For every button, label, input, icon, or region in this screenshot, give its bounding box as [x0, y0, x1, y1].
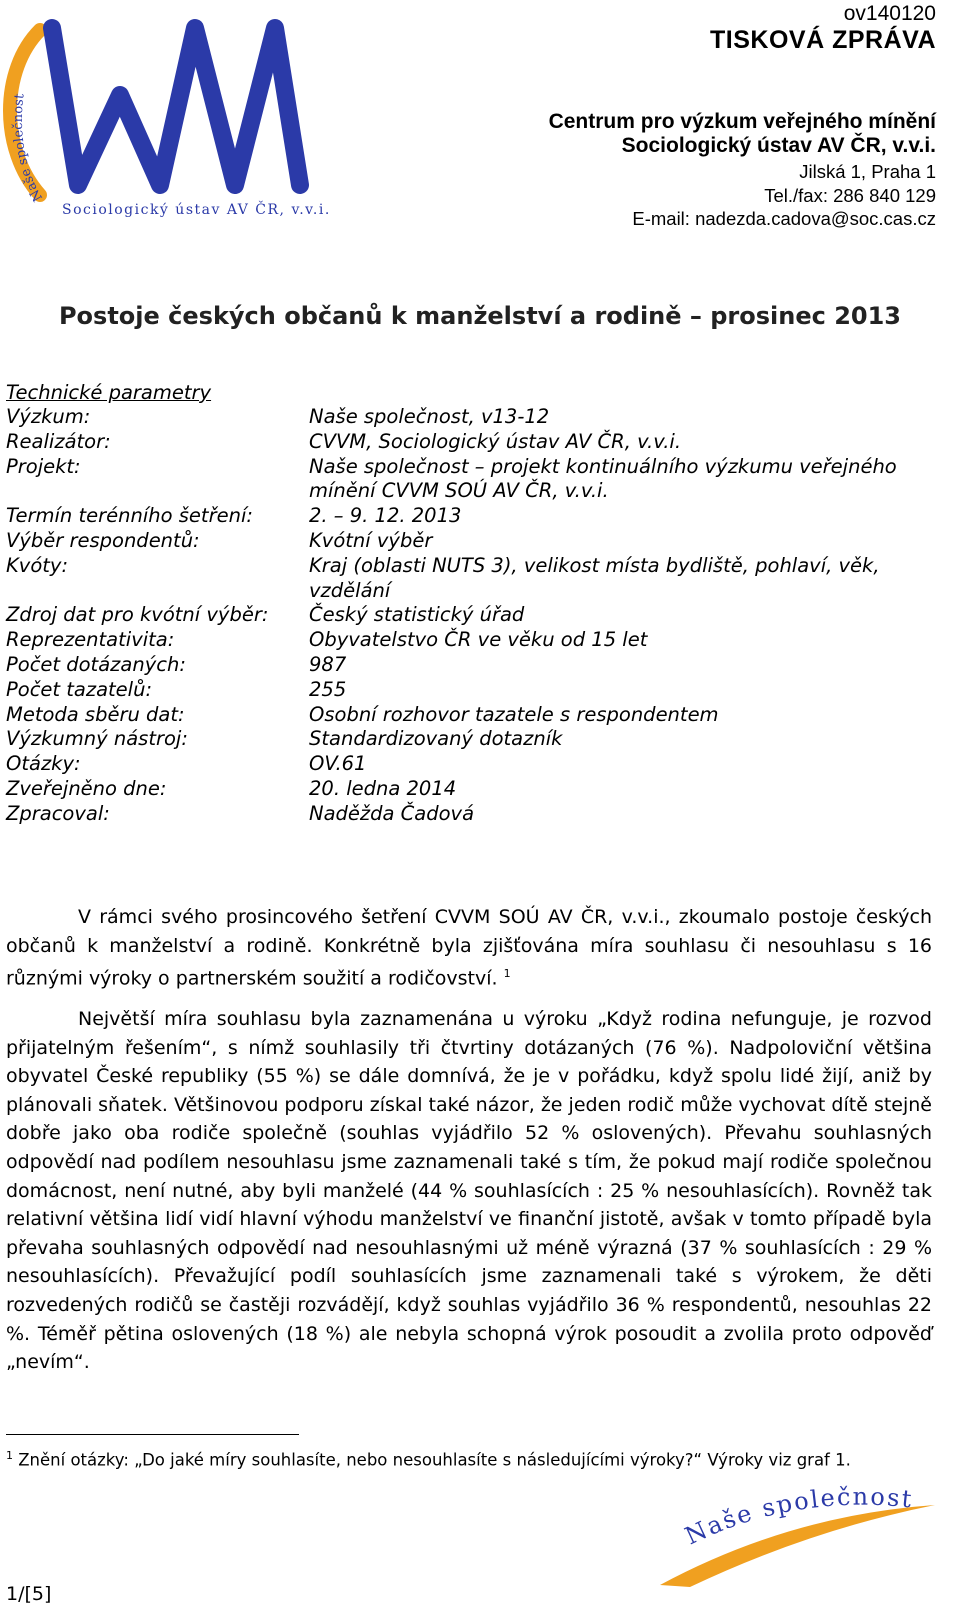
logo-swoosh-text: Naše společnost: [680, 1482, 915, 1551]
footnote: [6, 1444, 906, 1473]
param-row: [6, 628, 946, 653]
paragraph-text: V rámci svého prosincového šetření CVVM SOÚ AV ČR, v.v.i., zkoumalo postoje českých občanů k manželství a rodině. Konkrétně byla zjišťována míra souhlasu či nesouhlasu s 16 různými výroky o partnerském soužití a rodičovství.: [6, 906, 932, 990]
param-row: [6, 455, 946, 505]
organization-address: Jilská 1, Praha 1: [799, 161, 936, 182]
technical-parameters-heading: Technické parametry: [6, 381, 212, 404]
param-value: Český statistický úřad: [309, 603, 525, 627]
param-label: Kvóty:: [6, 553, 69, 577]
param-row: [6, 703, 946, 728]
param-label: Projekt:: [6, 454, 81, 478]
footnote-mark: 1: [6, 1449, 13, 1462]
param-value: OV.61: [309, 752, 367, 776]
footnote-text: Znění otázky: „Do jaké míry souhlasíte, nebo nesouhlasíte s následujícími výroky?“ Výroky viz graf 1.: [18, 1450, 851, 1470]
param-row: [6, 504, 946, 529]
param-value: 20. ledna 2014: [309, 776, 457, 800]
param-value: Naděžda Čadová: [309, 801, 475, 825]
footnote-divider: [6, 1434, 299, 1435]
param-label: Reprezentativita:: [6, 628, 175, 652]
nase-spolecnost-logo: [650, 1475, 940, 1595]
logo-letters: [52, 28, 300, 185]
param-label: Realizátor:: [6, 429, 111, 453]
page-number: 1/[5]: [6, 1583, 52, 1605]
param-label: Zdroj dat pro kvótní výběr:: [6, 603, 269, 627]
param-label: Počet tazatelů:: [6, 677, 153, 701]
param-value: 255: [309, 677, 347, 701]
body-paragraph-2: Největší míra souhlasu byla zaznamenána u výroku „Když rodina nefunguje, je rozvod přijatelným řešením“, s nímž souhlasily tři čtvrtiny dotázaných (76 %). Nadpoloviční většina obyvatel České republiky (55 %) se dále domnívá, že je v pořádku, když spolu lidé žijí, aniž by plánovali sňatek. Většinovou podporu získal také názor, že jeden rodič může vychovat dítě stejně dobře jako oba rodiče společně (souhlas vyjádřilo 52 % oslovených). Převahu souhlasných odpovědí nad podílem nesouhlasu jsme zaznamenali také s tím, že pokud mají rodiče společnou domácnost, není nutné, aby byli manželé (44 % souhlasících : 25 % nesouhlasících). Rovněž tak relativní většina lidí vidí hlavní výhodu manželství ve finanční jistotě, avšak v tomto případě byla převaha souhlasných odpovědí nad nesouhlasnými už méně výrazná (37 % souhlasících : 29 % nesouhlasících). Převažující podíl souhlasících jsme zaznamenali také s výrokem, že děti rozvedených rodičů se častěji rozvádějí, když souhlas vyjádřilo 36 % respondentů, nesouhlas 22 %. Téměř pětina oslovených (18 %) ale nebyla schopná výrok posoudit a zvolila proto odpověď „nevím“.: [6, 1008, 932, 1374]
param-label: Počet dotázaných:: [6, 652, 186, 676]
param-row: [6, 802, 946, 827]
param-value: 987: [309, 652, 347, 676]
param-row: [6, 653, 946, 678]
cvvm-logo: [0, 0, 350, 230]
technical-parameters-list: [6, 405, 946, 827]
param-row: [6, 678, 946, 703]
param-label: Metoda sběru dat:: [6, 702, 185, 726]
param-value: Kvótní výběr: [309, 528, 433, 552]
param-row: [6, 554, 946, 604]
param-label: Zveřejněno dne:: [6, 776, 167, 800]
param-label: Výzkumný nástroj:: [6, 727, 188, 751]
param-label: Výběr respondentů:: [6, 528, 200, 552]
param-row: [6, 777, 946, 802]
param-row: [6, 405, 946, 430]
param-row: [6, 529, 946, 554]
param-label: Zpracoval:: [6, 801, 110, 825]
param-row: [6, 727, 946, 752]
param-value: Standardizovaný dotazník: [309, 727, 563, 751]
param-value: Kraj (oblasti NUTS 3), velikost místa bydliště, pohlaví, věk, vzdělání: [309, 553, 880, 602]
param-label: Termín terénního šetření:: [6, 504, 253, 528]
footnote-reference[interactable]: 1: [503, 967, 511, 981]
param-label: Výzkum:: [6, 405, 91, 428]
document-id: ov140120: [843, 2, 936, 25]
body-paragraph-1: [6, 903, 932, 993]
press-release-heading: TISKOVÁ ZPRÁVA: [710, 26, 936, 54]
param-value: Obyvatelstvo ČR ve věku od 15 let: [309, 628, 648, 652]
logo-graphic: [0, 0, 350, 230]
param-value: Naše společnost, v13-12: [309, 405, 550, 428]
logo-arc-text: Naše společnost: [10, 92, 47, 204]
param-label: Otázky:: [6, 752, 81, 776]
organization-email: E-mail: nadezda.cadova@soc.cas.cz: [632, 208, 936, 229]
logo-swoosh: [650, 1475, 940, 1595]
param-row: [6, 603, 946, 628]
organization-institute: Sociologický ústav AV ČR, v.v.i.: [621, 134, 936, 157]
organization-phone: Tel./fax: 286 840 129: [764, 185, 936, 206]
param-row: [6, 752, 946, 777]
param-value: 2. – 9. 12. 2013: [309, 504, 462, 528]
logo-institute-text: Sociologický ústav AV ČR, v.v.i.: [62, 202, 331, 218]
param-value: Osobní rozhovor tazatele s respondentem: [309, 702, 719, 726]
param-value: CVVM, Sociologický ústav AV ČR, v.v.i.: [309, 429, 682, 453]
organization-name: Centrum pro výzkum veřejného mínění: [548, 110, 936, 133]
param-value: Naše společnost – projekt kontinuálního výzkumu veřejného mínění CVVM SOÚ AV ČR, v.v.i.: [309, 454, 897, 503]
article-body: [6, 903, 932, 1377]
page-title: Postoje českých občanů k manželství a rodině – prosinec 2013: [58, 302, 902, 330]
param-row: [6, 430, 946, 455]
